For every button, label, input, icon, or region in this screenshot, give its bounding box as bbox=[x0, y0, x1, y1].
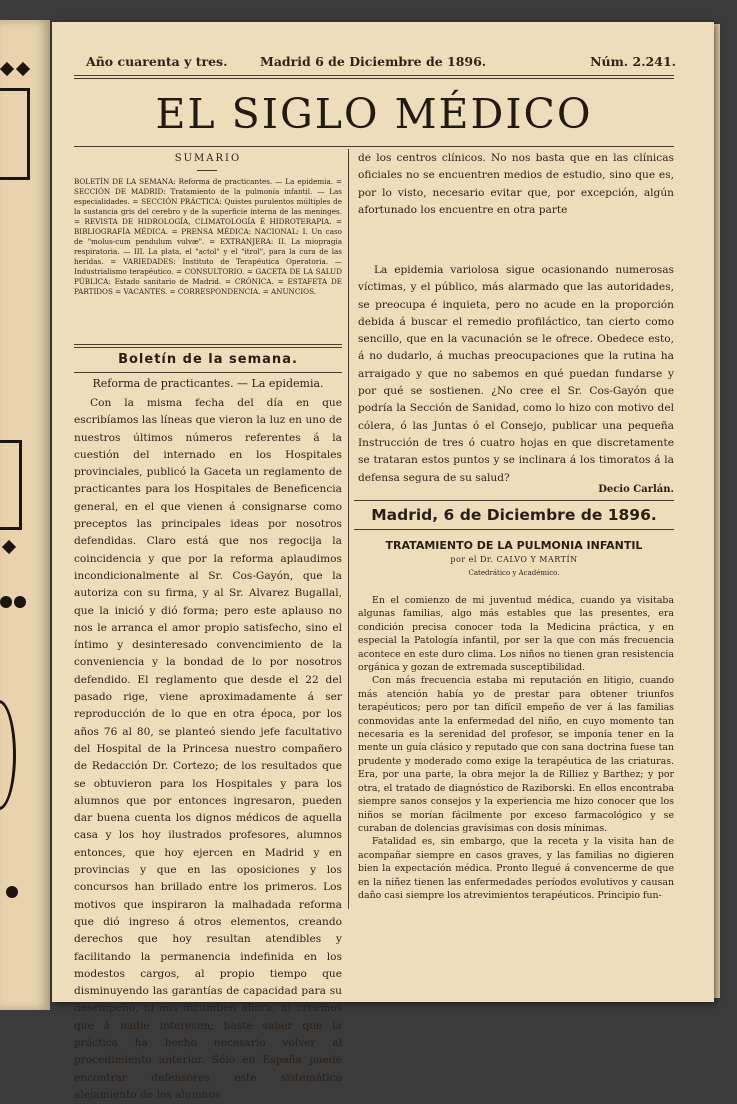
boletin-subhead: Reforma de practicantes. — La epidemia. bbox=[92, 377, 324, 390]
madrid-date-title: Madrid, 6 de Diciembre de 1896. bbox=[371, 506, 657, 524]
article-title: TRATAMIENTO DE LA PULMONIA INFANTIL bbox=[385, 539, 643, 552]
continuation-paragraph: de los centros clínicos. No nos basta que en las clínicas oficiales no se encuentren medios de estudio, sino que es, por lo visto, necesario evitar que, por excepción, algún afortunado los encuentre en otra parte bbox=[358, 152, 674, 216]
masthead-rule bbox=[74, 146, 674, 147]
decorative-diamond-icon bbox=[2, 540, 16, 554]
decorative-diamond-icon bbox=[16, 62, 30, 76]
article-body bbox=[358, 594, 674, 902]
column-divider bbox=[348, 149, 349, 909]
epidemia-paragraph: La epidemia variolosa sigue ocasionando numerosas víctimas, y el público, más alarmado que las autoridades, se preocupa é inquieta, pero no acude en la proporción debida á buscar el remedio profiláctico, tan cierto como sencillo, que en la vacunación se le ofrece. Obedece esto, á no dudarlo, á muchas preocupaciones que la rutina ha arraigado y que no sabemos en qué puedan fundarse y por qué se sostienen. ¿No cree el Sr. Cos-Gayón que podría la Sección de Sanidad, como lo hizo con motivo del cólera, ó las Juntas ó el Consejo, publicar una pequeña Instrucción de tres ó cuatro hojas en que discretamente se trataran estos puntos y se inclinara á los timoratos á la defensa segura de su salud? bbox=[358, 264, 674, 484]
article-paragraph-3: Fatalidad es, sin embargo, que la receta y la visita han de acompañar siempre en casos graves, y las familias no digieren bien la expectación médica. Pronto llegué á convencerme de que en la niñez tienen las enfermedades períodos evolutivos y causan daño casi siempre los atrevimientos terapéuticos. Principio fun- bbox=[358, 836, 674, 901]
signature: Decio Carlán. bbox=[598, 484, 674, 495]
boletin-rule-top-2 bbox=[74, 347, 342, 348]
volume-year: Año cuarenta y tres. bbox=[86, 54, 228, 69]
sumario-body: BOLETÍN DE LA SEMANA: Reforma de practicantes. — La epidemia. = SECCIÓN DE MADRID: Tratamiento de la pulmonía infantil. — Las especialidades. = SECCIÓN PRÁCTICA: Quistes purulentos múltiples de la sustancia gris del cerebro y de la superficie interna de las meninges. = REVISTA DE HIDROLOGÍA, CLIMATOLOGÍA É HIDROTERAPIA. = BIBLIOGRAFÍA MÉDICA. = PRENSA MÉDICA: NACIONAL: I. Un caso de "molus-cum pendulum vulvæ". = EXTRANJERA: II. La miopragia respiratoria. — III. La plata, el "actol" y el "itrol", para la cura de las heridas. = VARIEDADES: Instituto de Terapéutica Operatoria. — Industrialismo terapéutico. = CONSULTORIO. = GACETA DE LA SALUD PÚBLICA: Estado sanitario de Madrid. = CRÓNICA. = ESTAFETA DE PARTIDOS = VACANTES. = CORRESPONDENCIA. = ANUNCIOS. bbox=[74, 177, 342, 296]
ornamental-frame bbox=[0, 440, 22, 530]
decorative-dot-icon bbox=[0, 596, 12, 608]
issue-number: Núm. 2.241. bbox=[590, 54, 676, 69]
ornamental-frame bbox=[0, 88, 30, 180]
epidemia-column bbox=[358, 262, 674, 487]
article-author: por el Dr. CALVO Y MARTÍN bbox=[450, 555, 578, 564]
boletin-paragraph: Con la misma fecha del día en que escribíamos las líneas que vieron la luz en uno de nuestros últimos números referentes á la cuestión del internado en los Hospitales provinciales, publicó la Gaceta un reglamento de practicantes para los Hospitales de Beneficencia general, en el que vienen á consignarse como preceptos las principales ideas por nosotros defendidas. Claro está que nos regocija la coincidencia y que por la reforma aplaudimos incondicionalmente al Sr. Cos-Gayón, que la autoriza con su firma, y al Sr. Alvarez Bugallal, que la inició y dió forma; pero este aplauso no nos le arranca el amor propio satisfecho, sino el íntimo y desinteresado convencimiento de la conveniencia y la bondad de lo por nosotros defendido. El reglamento que desde el 22 del pasado rige, viene aproximadamente á ser reproducción de lo que en otra época, por los años 76 al 80, se planteó siendo jefe facultativo del Hospital de la Princesa nuestro compañero de Redacción Dr. Cortezo; de los resultados que se obtuvieron para los Hospitales y para los alumnos que por entonces ingresaron, pueden dar buena cuenta los dignos médicos de aquella casa y los hoy ilustrados profesores, alumnos entonces, que hoy ejercen en Madrid y en provincias y que en las oposiciones y los concursos han brillado entre los primeros. Los motivos que inspiraron la malhadada reforma que dió ingreso á otros elementos, creando derechos que hoy resultan atendibles y facilitando la permanencia indefinida en los modestos cargos, al propio tiempo que disminuyendo las garantías de capacidad para su desempeño, ni nos incumben ahora, ni creemos que á nadie interesen; baste saber que la práctica ha hecho necesario volver al procedimiento anterior. Sólo en España puede encontrar defensores este sistemático alejamiento de los alumnos bbox=[74, 397, 342, 1101]
madrid-rule-top bbox=[354, 500, 674, 501]
newspaper-page bbox=[52, 22, 714, 1101]
decorative-dot-icon bbox=[14, 596, 26, 608]
boletin-rule-top bbox=[74, 344, 342, 345]
decorative-dot-icon bbox=[6, 886, 18, 898]
right-column-top bbox=[358, 150, 674, 219]
decorative-diamond-icon bbox=[0, 62, 14, 76]
masthead-title: EL SIGLO MÉDICO bbox=[155, 90, 593, 138]
boletin-rule-bottom bbox=[74, 372, 342, 373]
adjacent-page-edge bbox=[0, 20, 50, 1010]
boletin-title: Boletín de la semana. bbox=[118, 352, 298, 367]
article-paragraph-2: Con más frecuencia estaba mi reputación en litigio, cuando más atención había yo de prestar para obtener triunfos terapéuticos; pero por tan difícil empeño de ver á las familias conmovidas ante la enfermedad del niño, en cuyo momento tan necesaria es la serenidad del profesor, se imponía tener en la mente un guía clásico y reputado que con sana doctrina fuese tan prudente y moderado como exige la terapéutica de las criaturas. Era, por una parte, la obra mejor la de Rilliez y Barthez; y por otra, el tratado de diagnóstico de Raziborski. En ellos encontraba siempre sanos consejos y la experiencia me hizo conocer que los niños se morían fácilmente por exceso farmacológico y se curaban de dolencias gravísimas con dosis mínimas. bbox=[358, 675, 674, 834]
article-author-role: Catedrático y Académico. bbox=[468, 569, 560, 577]
boletin-column bbox=[74, 395, 342, 1104]
header-rule bbox=[74, 75, 674, 79]
article-paragraph-1: En el comienzo de mi juventud médica, cuando ya visitaba algunas familias, algo más estables que las presentes, era condición precisa conocer toda la Medicina práctica, y en especial la Patología infantil, por ser la que con más frecuencia acontece en este duro clima. Los niños no tienen gran resistencia orgánica y gozan de extremada susceptibilidad. bbox=[358, 595, 674, 674]
madrid-rule-bottom bbox=[354, 529, 674, 530]
issue-header bbox=[86, 54, 676, 72]
issue-date: Madrid 6 de Diciembre de 1896. bbox=[260, 54, 487, 69]
sumario-title: SUMARIO bbox=[174, 153, 242, 164]
ornamental-oval bbox=[0, 700, 16, 810]
sumario-rule bbox=[197, 170, 217, 171]
